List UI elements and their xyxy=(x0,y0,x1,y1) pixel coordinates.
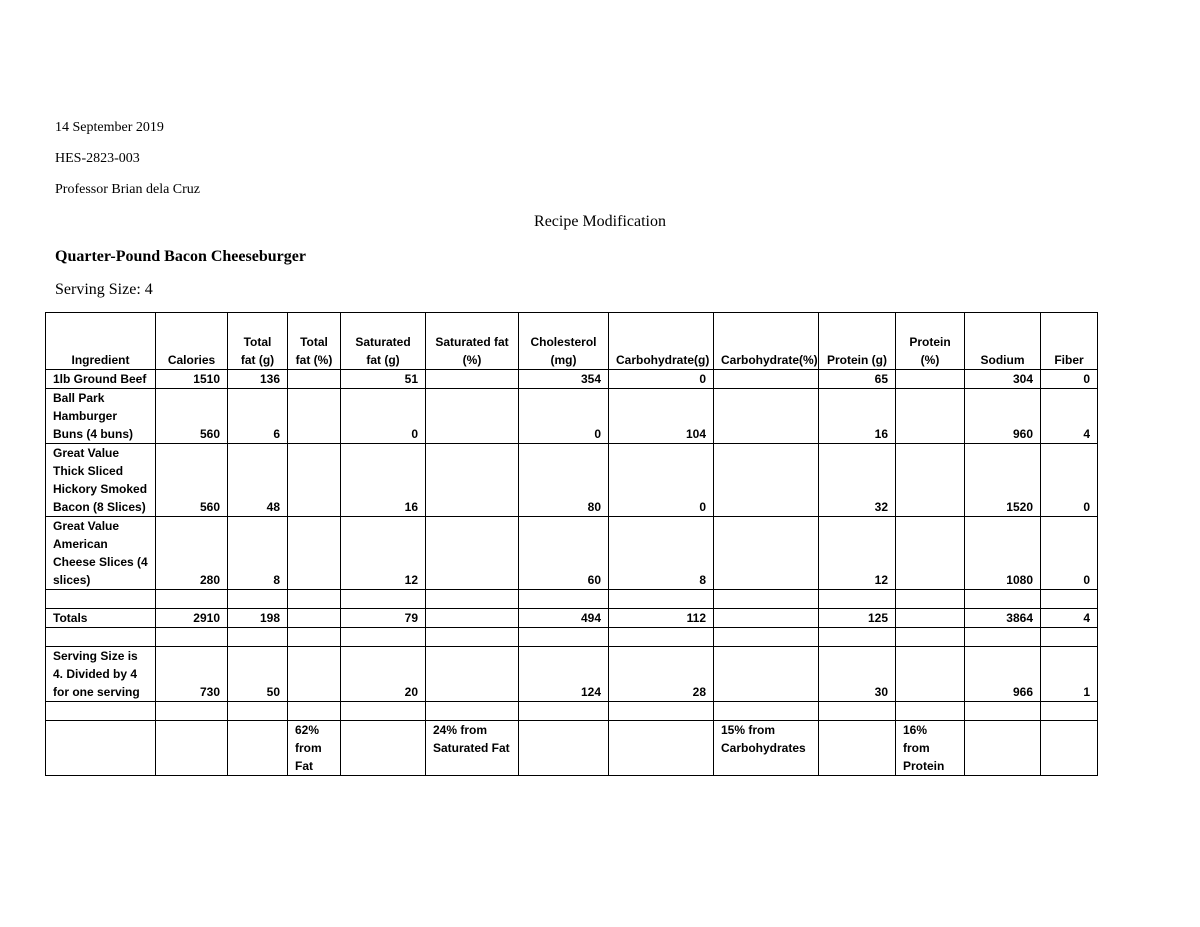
empty-cell xyxy=(896,609,965,628)
empty-cell xyxy=(46,721,156,776)
sat-fat-g-cell: 16 xyxy=(341,444,426,517)
empty-cell xyxy=(519,628,609,647)
carb-g-cell: 112 xyxy=(609,609,714,628)
protein-g-cell: 30 xyxy=(819,647,896,702)
empty-cell xyxy=(819,590,896,609)
empty-cell xyxy=(426,647,519,702)
sodium-cell: 1520 xyxy=(965,444,1041,517)
sodium-cell: 304 xyxy=(965,370,1041,389)
document-date: 14 September 2019 xyxy=(55,120,164,135)
calories-cell: 560 xyxy=(156,444,228,517)
totals-label: Totals xyxy=(46,609,156,628)
percentages-row xyxy=(46,721,1098,776)
table-header-row xyxy=(46,313,1098,370)
document-title-text: Recipe Modification xyxy=(534,213,666,230)
empty-cell xyxy=(714,647,819,702)
empty-cell xyxy=(426,590,519,609)
empty-cell xyxy=(46,590,156,609)
sat-fat-g-cell: 20 xyxy=(341,647,426,702)
empty-cell xyxy=(609,721,714,776)
ingredient-cell: 1lb Ground Beef xyxy=(46,370,156,389)
carb-g-cell: 0 xyxy=(609,444,714,517)
total-fat-g-cell: 198 xyxy=(228,609,288,628)
empty-cell xyxy=(896,647,965,702)
ingredient-cell: Great Value American Cheese Slices (4 slices) xyxy=(46,517,156,590)
empty-cell xyxy=(714,590,819,609)
column-header: Total fat (g) xyxy=(228,313,288,370)
protein-percentage-cell: 16% from Protein xyxy=(896,721,965,776)
sodium-cell: 966 xyxy=(965,647,1041,702)
serving-size: Serving Size: 4 xyxy=(55,281,153,298)
total-fat-pct-cell xyxy=(288,389,341,444)
empty-cell xyxy=(819,721,896,776)
empty-cell xyxy=(1041,721,1098,776)
column-header: Calories xyxy=(156,313,228,370)
empty-cell xyxy=(156,590,228,609)
empty-cell xyxy=(609,702,714,721)
carb-pct-cell xyxy=(714,389,819,444)
total-fat-g-cell: 48 xyxy=(228,444,288,517)
empty-cell xyxy=(519,702,609,721)
nutrition-table xyxy=(45,312,1098,776)
carb-g-cell: 104 xyxy=(609,389,714,444)
sat-fat-g-cell: 51 xyxy=(341,370,426,389)
fiber-cell: 0 xyxy=(1041,370,1098,389)
table-row xyxy=(46,389,1098,444)
empty-cell xyxy=(341,628,426,647)
total-fat-g-cell: 136 xyxy=(228,370,288,389)
cholesterol-cell: 354 xyxy=(519,370,609,389)
empty-cell xyxy=(341,590,426,609)
cholesterol-cell: 80 xyxy=(519,444,609,517)
empty-cell xyxy=(156,721,228,776)
sat-fat-pct-cell xyxy=(426,517,519,590)
fiber-cell: 0 xyxy=(1041,444,1098,517)
fiber-cell: 4 xyxy=(1041,389,1098,444)
column-header: Fiber xyxy=(1041,313,1098,370)
empty-cell xyxy=(819,628,896,647)
sat-fat-pct-cell xyxy=(426,370,519,389)
protein-g-cell: 32 xyxy=(819,444,896,517)
protein-g-cell: 65 xyxy=(819,370,896,389)
total-fat-g-cell: 6 xyxy=(228,389,288,444)
empty-cell xyxy=(46,702,156,721)
fiber-cell: 4 xyxy=(1041,609,1098,628)
empty-cell xyxy=(819,702,896,721)
empty-cell xyxy=(46,628,156,647)
empty-cell xyxy=(519,721,609,776)
calories-cell: 560 xyxy=(156,389,228,444)
empty-cell xyxy=(426,628,519,647)
empty-cell xyxy=(965,721,1041,776)
column-header: Sodium xyxy=(965,313,1041,370)
carb-g-cell: 0 xyxy=(609,370,714,389)
table-row xyxy=(46,702,1098,721)
recipe-name: Quarter-Pound Bacon Cheeseburger xyxy=(55,248,306,265)
empty-cell xyxy=(341,702,426,721)
table-row xyxy=(46,370,1098,389)
empty-cell xyxy=(965,590,1041,609)
empty-cell xyxy=(426,702,519,721)
fiber-cell: 1 xyxy=(1041,647,1098,702)
cholesterol-cell: 60 xyxy=(519,517,609,590)
empty-cell xyxy=(288,647,341,702)
empty-cell xyxy=(965,702,1041,721)
empty-cell xyxy=(288,702,341,721)
carb-pct-cell xyxy=(714,370,819,389)
empty-cell xyxy=(714,609,819,628)
protein-pct-cell xyxy=(896,517,965,590)
ingredient-cell: Ball Park Hamburger Buns (4 buns) xyxy=(46,389,156,444)
table-row xyxy=(46,517,1098,590)
empty-cell xyxy=(965,628,1041,647)
protein-pct-cell xyxy=(896,444,965,517)
empty-cell xyxy=(1041,590,1098,609)
empty-cell xyxy=(288,628,341,647)
empty-cell xyxy=(228,702,288,721)
empty-cell xyxy=(156,628,228,647)
total-fat-pct-cell xyxy=(288,517,341,590)
carb-g-cell: 8 xyxy=(609,517,714,590)
fiber-cell: 0 xyxy=(1041,517,1098,590)
sat-fat-g-cell: 0 xyxy=(341,389,426,444)
empty-cell xyxy=(426,609,519,628)
sodium-cell: 3864 xyxy=(965,609,1041,628)
column-header: Protein (g) xyxy=(819,313,896,370)
carb-g-cell: 28 xyxy=(609,647,714,702)
empty-cell xyxy=(228,721,288,776)
calories-cell: 2910 xyxy=(156,609,228,628)
per-serving-label: Serving Size is 4. Divided by 4 for one serving xyxy=(46,647,156,702)
empty-cell xyxy=(896,590,965,609)
table-row xyxy=(46,444,1098,517)
empty-cell xyxy=(228,628,288,647)
document-title xyxy=(0,213,1200,231)
sodium-cell: 960 xyxy=(965,389,1041,444)
sat-fat-g-cell: 79 xyxy=(341,609,426,628)
calories-cell: 730 xyxy=(156,647,228,702)
calories-cell: 1510 xyxy=(156,370,228,389)
saturated-fat-percentage-cell: 24% from Saturated Fat xyxy=(426,721,519,776)
totals-row xyxy=(46,609,1098,628)
protein-g-cell: 16 xyxy=(819,389,896,444)
sodium-cell: 1080 xyxy=(965,517,1041,590)
empty-cell xyxy=(714,702,819,721)
table-row xyxy=(46,590,1098,609)
empty-cell xyxy=(228,590,288,609)
sat-fat-g-cell: 12 xyxy=(341,517,426,590)
empty-cell xyxy=(519,590,609,609)
table-row xyxy=(46,628,1098,647)
empty-cell xyxy=(896,702,965,721)
column-header: Saturated fat (g) xyxy=(341,313,426,370)
empty-cell xyxy=(288,609,341,628)
empty-cell xyxy=(1041,628,1098,647)
empty-cell xyxy=(609,590,714,609)
empty-cell xyxy=(341,721,426,776)
column-header: Total fat (%) xyxy=(288,313,341,370)
empty-cell xyxy=(896,628,965,647)
column-header: Carbohydrate(g) xyxy=(609,313,714,370)
empty-cell xyxy=(714,628,819,647)
course-code: HES-2823-003 xyxy=(55,151,140,166)
calories-cell: 280 xyxy=(156,517,228,590)
column-header: Carbohydrate(%) xyxy=(714,313,819,370)
per-serving-row xyxy=(46,647,1098,702)
empty-cell xyxy=(609,628,714,647)
column-header: Protein (%) xyxy=(896,313,965,370)
cholesterol-cell: 494 xyxy=(519,609,609,628)
empty-cell xyxy=(1041,702,1098,721)
cholesterol-cell: 124 xyxy=(519,647,609,702)
protein-g-cell: 125 xyxy=(819,609,896,628)
carb-pct-cell xyxy=(714,444,819,517)
total-fat-g-cell: 50 xyxy=(228,647,288,702)
carb-pct-cell xyxy=(714,517,819,590)
cholesterol-cell: 0 xyxy=(519,389,609,444)
total-fat-g-cell: 8 xyxy=(228,517,288,590)
fat-percentage-cell: 62% from Fat xyxy=(288,721,341,776)
empty-cell xyxy=(156,702,228,721)
column-header: Ingredient xyxy=(46,313,156,370)
protein-g-cell: 12 xyxy=(819,517,896,590)
protein-pct-cell xyxy=(896,370,965,389)
carbohydrate-percentage-cell: 15% from Carbohydrates xyxy=(714,721,819,776)
sat-fat-pct-cell xyxy=(426,444,519,517)
column-header: Cholesterol (mg) xyxy=(519,313,609,370)
empty-cell xyxy=(288,590,341,609)
sat-fat-pct-cell xyxy=(426,389,519,444)
total-fat-pct-cell xyxy=(288,444,341,517)
protein-pct-cell xyxy=(896,389,965,444)
column-header: Saturated fat (%) xyxy=(426,313,519,370)
total-fat-pct-cell xyxy=(288,370,341,389)
ingredient-cell: Great Value Thick Sliced Hickory Smoked Bacon (8 Slices) xyxy=(46,444,156,517)
professor-name: Professor Brian dela Cruz xyxy=(55,182,201,197)
